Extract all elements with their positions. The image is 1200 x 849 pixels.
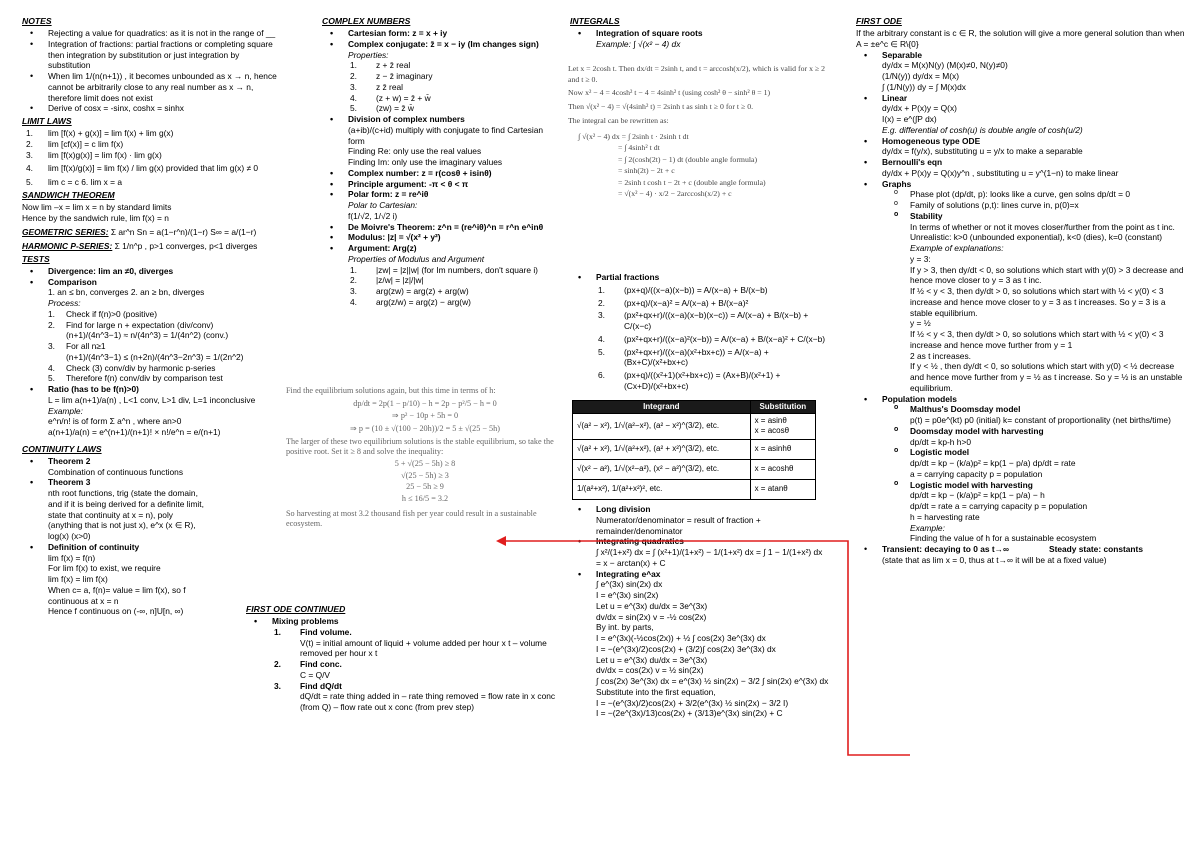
family-of-solutions: o Family of solutions (p,t): lines curve in, p(0)=x <box>856 200 1186 211</box>
example-label: Example: <box>48 405 83 416</box>
process-text: Check if f(n)>0 (positive) <box>66 308 157 319</box>
limit-law: 5. lim c = c 6. lim x = a <box>26 177 122 187</box>
long-division-heading: • Long division <box>570 504 832 515</box>
property-text: (zw) = z̄ w̄ <box>376 103 414 114</box>
note-item: • Rejecting a value for quadratics: as it is not in the range of __ <box>22 28 284 39</box>
definition-line: lim f(x) = f(n) <box>48 552 96 563</box>
partial-fractions-heading: • Partial fractions <box>570 272 832 283</box>
theorem-3-line: log(x) (x>0) <box>48 531 91 541</box>
separable-line: (1/N(y)) dy/dx = M(x) <box>882 71 960 81</box>
int-eax-heading: • Integrating e^ax <box>570 569 832 580</box>
snippet2-step: = 2sinh t cosh t − 2t + c (double angle formula) <box>618 177 766 187</box>
snippet-inequality: 25 − 5h ≥ 9 <box>406 482 444 492</box>
mod-property: 3. arg(zw) = arg(z) + arg(w) <box>350 286 469 296</box>
linear-heading: • Linear <box>856 93 1186 104</box>
property-item: 1. z + z̄ real <box>350 60 411 71</box>
doomsday-harvest-heading: o Doomsday model with harvesting <box>856 426 1186 437</box>
de-moivre: • De Moivre's Theorem: z^n = (re^iθ)^n = r^n e^inθ <box>322 222 558 233</box>
process-step: 5. Therefore f(n) conv/div by comparison test <box>48 373 223 384</box>
definition-line: When c= a, f(n)= value = lim f(x), so f <box>48 584 186 595</box>
division-line: Finding Im: only use the imaginary values <box>348 157 503 167</box>
sq-roots-heading: • Integration of square roots <box>570 28 832 39</box>
mod-property-text: arg(z/w) = arg(z) − arg(w) <box>376 296 471 307</box>
process-step: 2. Find for large n + expectation (div/conv) <box>48 319 214 330</box>
table-header: Integrand <box>573 401 751 414</box>
int-eax-line: Let u = e^(3x) du/dx = 3e^(3x) <box>596 654 708 665</box>
theorem-2: • Theorem 2 <box>22 456 284 467</box>
stability-line: 2 as t increases. <box>910 350 971 361</box>
note-item: • When lim 1/(n(n+1)) , it becomes unbounded as x → n, hence cannot be arbitrarily close to any real number as x → n, therefore limit does not exist <box>22 71 284 103</box>
mixing-step: 1. Find volume. <box>274 626 352 637</box>
int-quadratics-line: = x − arctan(x) + C <box>596 557 666 568</box>
theorem-3-line: nth root functions, trig (state the domain, <box>48 488 198 498</box>
sandwich-heading: SANDWICH THEOREM <box>22 189 115 200</box>
stability-line: If y < ½ , then dy/dt < 0, so solutions which start with y(0) < ½ decrease and hence move further from y = ½ as t increase. So y = ½ is an unstable equilibrium. <box>910 361 1183 393</box>
snippet2-step: = ∫ 4sinh² t dt <box>618 143 660 153</box>
int-eax-line: I = −(e^(3x)/2)cos(2x) + (3/2)∫ cos(2x) 3e^(3x) dx <box>596 643 776 654</box>
mixing-step-text: C = Q/V <box>300 669 331 680</box>
stability-line: y = ½ <box>910 318 931 329</box>
mod-property: 1. |zw| = |z||w| (for Im numbers, don't square i) <box>350 264 538 275</box>
linear-line: E.g. differential of cosh(u) is double angle of cosh(u/2) <box>882 124 1083 135</box>
logistic-harvest-example: Finding the value of h for a sustainable ecosystem <box>910 533 1097 544</box>
int-eax-line: ∫ e^(3x) sin(2x) dx <box>596 579 663 590</box>
tests-heading: TESTS <box>22 253 50 264</box>
integrand-cell: √(a² + x²), 1/√(a²+x²), (a² + x²)^(3/2), etc. <box>573 439 751 459</box>
snippet2-step: ∫ √(x² − 4) dx = ∫ 2sinh t · 2sinh t dt <box>578 131 689 141</box>
logistic-heading: o Logistic model <box>856 447 1186 458</box>
limit-law: 4. lim [f(x)/g(x)] = lim f(x) / lim g(x) provided that lim g(x) ≠ 0 <box>26 163 259 174</box>
arrow-head <box>496 536 506 546</box>
ratio-test: • Ratio (has to be f(n)>0) <box>22 384 284 395</box>
complex-heading: COMPLEX NUMBERS <box>322 16 411 26</box>
snippet2-line: Let x = 2cosh t. Then dx/dt = 2sinh t, and t = arccosh(x/2), which is valid for x ≥ 2 and t ≥ 0. <box>568 64 826 84</box>
partial-item: 1. (px+q)/((x−a)(x−b)) = A/(x−a) + B/(x−b) <box>598 284 768 295</box>
notes-heading: NOTES <box>22 16 52 26</box>
partial-item: 6. (px+q)/((x²+1)(x²+bx+c)) = (Ax+B)/(x²+1) + (Cx+D)/(x²+bx+c) <box>598 370 781 391</box>
mixing-step-label: Find conc. <box>300 659 342 669</box>
definition-line: For lim f(x) to exist, we require <box>48 563 161 574</box>
snippet2-line: The integral can be rewritten as: <box>568 116 669 126</box>
mixing-step-label: Find volume. <box>300 626 352 637</box>
sq-roots-example: Example: ∫ √(x² − 4) dx <box>596 38 681 49</box>
bernoulli-heading: • Bernoulli's eqn <box>856 157 1186 168</box>
property-item: 2. z − z̄ imaginary <box>350 71 433 81</box>
integrand-cell: √(x² − a²), 1/√(x²−a²), (x² − a²)^(3/2), etc. <box>573 459 751 479</box>
mod-property-text: arg(zw) = arg(z) + arg(w) <box>376 286 469 296</box>
division-line: Finding Re: only use the real values <box>348 146 482 157</box>
partial-text: (px²+qx+r)/((x−a)(x²+bx+c)) = A/(x−a) + (Bx+C)/(x²+bx+c) <box>624 346 769 368</box>
mod-property: 2. |z/w| = |z|/|w| <box>350 275 424 286</box>
mixing-problems: • Mixing problems <box>246 616 566 627</box>
separable-line: ∫ (1/N(y)) dy = ∫ M(x)dx <box>882 81 966 92</box>
int-quadratics-line: ∫ x²/(1+x²) dx = ∫ (x²+1)/(1+x²) − 1/(1+x²) dx = ∫ 1 − 1/(1+x²) dx <box>596 547 823 557</box>
limit-laws-heading: LIMIT LAWS <box>22 116 72 126</box>
snippet-equation: ⇒ p = (10 ± √(100 − 20h))/2 = 5 ± √(25 − 5h) <box>350 423 500 433</box>
limit-law-text: lim [f(x)g(x)] = lim f(x) · lim g(x) <box>48 149 162 160</box>
stability-line: y = 3: <box>910 253 931 264</box>
props-mod-label: Properties of Modulus and Argument <box>348 253 485 264</box>
limit-law: 3. lim [f(x)g(x)] = lim f(x) · lim g(x) <box>26 149 162 160</box>
limit-law-text: lim [f(x) + g(x)] = lim f(x) + lim g(x) <box>48 128 174 138</box>
limit-law: 2. lim [cf(x)] = c lim f(x) <box>26 138 124 149</box>
limit-law-text: lim [f(x)/g(x)] = lim f(x) / lim g(x) provided that lim g(x) ≠ 0 <box>48 163 259 174</box>
note-item: • Integration of fractions: partial fractions or completing square then integration by substitution or just integration by substitution <box>22 39 284 71</box>
integrand-cell: √(a² − x²), 1/√(a²−x²), (a² − x²)^(3/2), etc. <box>573 414 751 439</box>
mod-property-text: |zw| = |z||w| (for Im numbers, don't square i) <box>376 264 538 275</box>
int-eax-line: ∫ cos(2x) 3e^(3x) dx = e^(3x) ½ sin(2x) − 3/2 ∫ sin(2x) e^(3x) dx <box>596 676 829 686</box>
mixing-step-text: dQ/dt = rate thing added in – rate thing removed = flow rate in x conc (from Q) – flow rate out x conc (from prev step) <box>300 691 556 712</box>
separable-line: dy/dx = M(x)N(y) (M(x)≠0, N(y)≠0) <box>882 60 1008 71</box>
note-item: • Derive of cosx = -sinx, coshx = sinhx <box>22 103 284 114</box>
snippet-equation: dp/dt = 2p(1 − p/10) − h = 2p − p²/5 − h = 0 <box>353 398 497 408</box>
partial-text: (px+q)/(x−a)² = A/(x−a) + B/(x−a)² <box>624 297 749 308</box>
modulus: • Modulus: |z| = √(x² + y²) <box>322 232 558 243</box>
first-ode-cont-heading: FIRST ODE CONTINUED <box>246 604 346 614</box>
snippet-inequality: 5 + √(25 − 5h) ≥ 8 <box>394 458 456 468</box>
snippet-equation: ⇒ p² − 10p + 5h = 0 <box>391 411 459 421</box>
theorem-3-line: (anything that is not just x), e^x (x ∈ R), <box>48 520 196 531</box>
int-eax-line: Let u = e^(3x) du/dx = 3e^(3x) <box>596 600 708 611</box>
linear-line: I(x) = e^(∫P dx) <box>882 114 937 124</box>
complex-number: • Complex number: z = r(cosθ + isinθ) <box>322 168 558 179</box>
logistic-line: a = carrying capacity p = population <box>910 468 1043 479</box>
substitution-cell: x = atanθ <box>750 479 815 499</box>
process-text: Therefore f(n) conv/div by comparison test <box>66 373 223 384</box>
int-eax-line: dv/dx = cos(2x) v = ½ sin(2x) <box>596 665 704 676</box>
geometric-formula: Σ ar^n Sn = a(1−r^n)/(1−r) S∞ = a/(1−r) <box>110 227 257 238</box>
mod-property: 4. arg(z/w) = arg(z) − arg(w) <box>350 296 471 307</box>
definition-line: Hence f continuous on (-∞, n]U[n, ∞) <box>48 606 184 617</box>
ratio-rule: L = lim a(n+1)/a(n) , L<1 conv, L>1 div, L=1 inconclusive <box>48 394 256 405</box>
int-eax-line: Substitute into the first equation, <box>596 686 716 697</box>
property-text: z + z̄ real <box>376 60 411 71</box>
snippet2-step: = sinh(2t) − 2t + c <box>618 166 675 176</box>
snippet2-line: Then √(x² − 4) = √(4sinh² t) = 2sinh t as sinh t ≥ 0 for t ≥ 0. <box>568 101 754 111</box>
divergence-test: • Divergence: lim an ≠0, diverges <box>22 266 284 277</box>
substitution-cell: x = acoshθ <box>750 459 815 479</box>
integrals-heading: INTEGRALS <box>570 16 620 26</box>
polar-form: • Polar form: z = re^iθ <box>322 189 558 200</box>
bernoulli-text: dy/dx + P(x)y = Q(x)y^n , substituting u = y^(1−n) to make linear <box>882 167 1119 178</box>
division-line: (a+ib)/(c+id) multiply with conjugate to find Cartesian form <box>348 124 544 146</box>
mod-property-text: |z/w| = |z|/|w| <box>376 275 424 286</box>
partial-text: (px²+qx+r)/((x−a)(x−b)(x−c)) = A/(x−a) + B/(x−b) + C/(x−c) <box>624 310 809 331</box>
population-heading: • Population models <box>856 394 1186 405</box>
integrand-cell: 1/(a²+x²), 1/(a²+x²)², etc. <box>573 479 751 499</box>
int-quadratics-heading: • Integrating quadratics <box>570 536 832 547</box>
int-eax-line: I = −(e^(3x)/2)cos(2x) + 3/2(e^(3x) ½ sin(2x) − 3/2 I) <box>596 697 789 708</box>
logistic-harvest-line: dp/dt = rate a = carrying capacity p = population <box>910 501 1088 511</box>
property-text: z z̄ real <box>376 81 403 92</box>
theorem-2-text: Combination of continuous functions <box>48 466 184 477</box>
int-eax-line: I = e^(3x) sin(2x) <box>596 590 659 600</box>
property-item: 5. (zw) = z̄ w̄ <box>350 103 414 114</box>
stability-line: If ½ < y < 3, then dy/dt > 0, so solutions which start with ½ < y(0) < 3 increase and hence move closer to y = 3 as t increases. So y = 3 is a stable equilibrium. <box>910 286 1166 318</box>
substitution-cell: x = asinhθ <box>750 439 815 459</box>
continuity-heading: CONTINUITY LAWS <box>22 443 102 454</box>
steady-state-text: Steady state: constants <box>1048 544 1143 554</box>
process-text: Find for large n + expectation (div/conv) <box>66 319 214 330</box>
mixing-step: 2. Find conc. <box>274 659 342 669</box>
complex-conjugate: • Complex conjugate: z̄ = x − iy (Im changes sign) <box>322 39 558 50</box>
theorem-3-line: state that continuity at x = n), poly <box>48 509 173 520</box>
stability-line: If y > 3, then dy/dt < 0, so solutions which start with y(0) > 3 decrease and hence move closer to y = 3 as t inc. <box>910 264 1184 286</box>
theorem-3-line: and if it is being derived for a definite limit, <box>48 498 204 509</box>
int-eax-line: I = −(2e^(3x)/13)cos(2x) + (3/13)e^(3x) sin(2x) + C <box>596 708 783 719</box>
theorem-3: • Theorem 3 <box>22 477 284 488</box>
malthus-text: p(t) = p0e^(kt) p0 (initial) k= constant of proportionality (net births/time) <box>910 415 1171 425</box>
stability-line: If ½ < y < 3, then dy/dt > 0, so solutions which start with ½ < y(0) < 3 increase and hence move further from y = 1 <box>910 329 1164 350</box>
logistic-harvest-example-label: Example: <box>910 522 945 533</box>
long-division-text: Numerator/denominator = result of fraction + remainder/denominator <box>596 514 761 536</box>
polar-to-cartesian: Polar to Cartesian: <box>348 200 418 210</box>
partial-text: (px+q)/((x−a)(x−b)) = A/(x−a) + B/(x−b) <box>624 284 768 295</box>
transient-text: Transient: decaying to 0 as t→∞ <box>882 544 1009 554</box>
process-step: 4. Check (3) conv/div by harmonic p-series <box>48 362 216 373</box>
process-text: (n+1)/(4n^3−1) ≈ n/(4n^3) = 1/(4n^2) (conv.) <box>66 330 229 341</box>
limit-law-text: lim c = c 6. lim x = a <box>48 177 122 187</box>
stability-example-label: Example of explanations: <box>910 243 1004 253</box>
comparison-rules: 1. an ≤ bn, converges 2. an ≥ bn, diverges <box>48 287 205 298</box>
cartesian-form: • Cartesian form: z = x + iy <box>322 28 558 39</box>
property-item: 3. z z̄ real <box>350 81 403 92</box>
graphs-heading: • Graphs <box>856 179 1186 190</box>
definition-line: lim f(x) = lim f(x) <box>48 574 108 584</box>
snippet-inequality: √(25 − 5h) ≥ 3 <box>401 470 449 480</box>
snippet-inequality: h ≤ 16/5 = 3.2 <box>401 493 449 503</box>
limit-law-text: lim [cf(x)] = c lim f(x) <box>48 138 124 149</box>
arrow-line <box>504 541 910 755</box>
division-heading: • Division of complex numbers <box>322 114 558 125</box>
snippet2-step: = √(x² − 4) · x/2 − 2arccosh(x/2) + c <box>618 189 732 199</box>
process-text: Check (3) conv/div by harmonic p-series <box>66 362 216 373</box>
first-ode-heading: FIRST ODE <box>856 16 902 26</box>
sandwich-line: Now lim –x = lim x = n by standard limits <box>22 201 172 212</box>
harmonic-title: HARMONIC P-SERIES: <box>22 241 113 251</box>
homogeneous-text: dy/dx = f(y/x), substituting u = y/x to make a separable <box>882 146 1083 157</box>
partial-text: (px+q)/((x²+1)(x²+bx+c)) = (Ax+B)/(x²+1) + (Cx+D)/(x²+bx+c) <box>624 370 781 391</box>
geometric-title: GEOMETRIC SERIES: <box>22 227 109 238</box>
partial-item: 4. (px²+qx+r)/((x−a)²(x−b)) = A/(x−a) + B/(x−a)² + C/(x−b) <box>598 333 826 344</box>
stability-text: In terms of whether or not it moves closer/further from the point as t inc. Unrealistic: k>0 (unbounded exponential), k<0 (dies), k=0 (constant) <box>910 221 1175 243</box>
properties-label: Properties: <box>348 49 389 60</box>
logistic-harvest-line: h = harvesting rate <box>910 511 980 522</box>
definition-line: continuous at x = n <box>48 595 119 606</box>
sandwich-line: Hence by the sandwich rule, lim f(x) = n <box>22 212 169 223</box>
process-text: (n+1)/(4n^3−1) ≤ (n+2n)/(4n^3−2n^3) = 1/(2n^2) <box>66 351 244 362</box>
homogeneous-heading: • Homogeneous type ODE <box>856 136 1186 147</box>
first-ode-intro: If the arbitrary constant is c ∈ R, the solution will give a more general solution than when A = ±e^c ∈ R\{0} <box>856 28 1185 49</box>
int-eax-line: By int. by parts, <box>596 622 654 633</box>
int-eax-line: I = e^(3x)(-½cos(2x)) + ½ ∫ cos(2x) 3e^(3x) dx <box>596 633 766 643</box>
limit-law: 1. lim [f(x) + g(x)] = lim f(x) + lim g(x) <box>26 128 174 138</box>
partial-item: 3. (px²+qx+r)/((x−a)(x−b)(x−c)) = A/(x−a) + B/(x−b) + C/(x−c) <box>598 310 809 331</box>
mixing-step-label: Find dQ/dt <box>300 680 342 691</box>
malthus-heading: o Malthus's Doomsday model <box>856 404 1186 415</box>
snippet2-line: Now x² − 4 = 4cosh² t − 4 = 4sinh² t (using cosh² θ − sinh² θ = 1) <box>568 88 771 98</box>
snippet-closing: So harvesting at most 3.2 thousand fish per year could result in a sustainable ecosystem. <box>286 508 537 529</box>
argument: • Argument: Arg(z) <box>322 243 558 254</box>
separable-heading: • Separable <box>856 50 1186 61</box>
process-text: For all n≥1 <box>66 341 106 351</box>
table-header: Substitution <box>750 401 815 414</box>
property-item: 4. (z + w) = z̄ + w̄ <box>350 92 431 103</box>
partial-item: 5. (px²+qx+r)/((x−a)(x²+bx+c)) = A/(x−a) + (Bx+C)/(x²+bx+c) <box>598 346 769 368</box>
polar-example: f(1/√2, 1/√2 i) <box>348 210 398 221</box>
linear-line: dy/dx + P(x)y = Q(x) <box>882 103 957 114</box>
logistic-harvest-heading: o Logistic model with harvesting <box>856 480 1186 491</box>
steady-state-explanation: (state that as lim x = 0, thus at t→∞ it will be at a fixed value) <box>882 554 1107 565</box>
partial-text: (px²+qx+r)/((x−a)²(x−b)) = A/(x−a) + B/(x−a)² + C/(x−b) <box>624 333 826 344</box>
int-eax-line: dv/dx = sin(2x) v = -½ cos(2x) <box>596 611 707 622</box>
snippet-paragraph: The larger of these two equilibrium solutions is the stable equilibrium, so take the positive root. Set it ≥ 8 and solve the inequality: <box>286 436 554 457</box>
partial-item: 2. (px+q)/(x−a)² = A/(x−a) + B/(x−a)² <box>598 297 749 308</box>
mixing-step-text: V(t) = initial amount of liquid + volume added per hour x t – volume removed per hour x t <box>300 637 547 659</box>
harmonic-formula: Σ 1/n^p , p>1 converges, p<1 diverges <box>114 241 258 251</box>
process-step: 1. Check if f(n)>0 (positive) <box>48 308 157 319</box>
snippet-heading: Find the equilibrium solutions again, but this time in terms of h: <box>286 386 496 395</box>
example-line: a(n+1)/a(n) = e^(n+1)/(n+1)! × n!/e^n = e/(n+1) <box>48 427 221 437</box>
mixing-step: 3. Find dQ/dt <box>274 680 342 691</box>
stability-heading: o Stability <box>856 211 1186 222</box>
doomsday-harvest-text: dp/dt = kp-h h>0 <box>910 436 971 447</box>
process-label: Process: <box>48 298 81 308</box>
continuity-definition: • Definition of continuity <box>22 542 284 553</box>
example-line: e^n/n! is of form Σ a^n , where an>0 <box>48 416 182 427</box>
logistic-harvest-line: dp/dt = kp − (k/a)p² = kp(1 − p/a) − h <box>910 490 1045 501</box>
property-text: (z + w) = z̄ + w̄ <box>376 92 431 103</box>
comparison-test: • Comparison <box>22 277 284 288</box>
property-text: z − z̄ imaginary <box>376 71 433 81</box>
substitution-cell: x = asinθ x = acosθ <box>750 414 815 439</box>
principle-argument: • Principle argument: -π < θ < π <box>322 179 558 190</box>
phase-plot: o Phase plot (dp/dt, p): looks like a curve, gen solns dp/dt = 0 <box>856 189 1186 200</box>
snippet2-step: = ∫ 2(cosh(2t) − 1) dt (double angle formula) <box>618 154 758 164</box>
process-step: 3. For all n≥1 <box>48 341 106 351</box>
logistic-line: dp/dt = kp − (k/a)p² = kp(1 − p/a) dp/dt = rate <box>910 458 1076 468</box>
